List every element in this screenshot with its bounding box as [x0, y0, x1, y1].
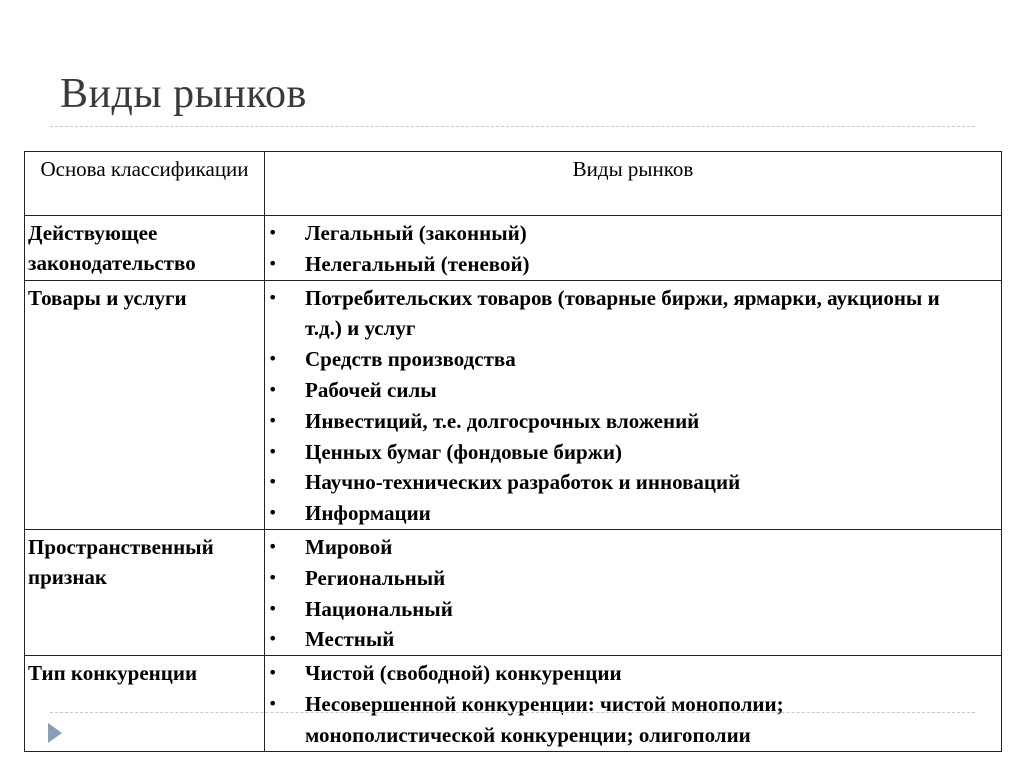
title-divider — [50, 126, 975, 127]
list-item — [265, 218, 1001, 249]
market-type-label: Региональный — [305, 565, 446, 590]
bullet-icon: • — [268, 567, 278, 587]
market-types-cell — [265, 216, 1002, 281]
table-row — [25, 656, 1002, 751]
slide-title: Виды рынков — [60, 71, 307, 117]
bullet-icon: • — [268, 379, 278, 399]
market-type-label: Средств производства — [305, 347, 516, 372]
market-type-label: Чистой (свободной) конкуренции — [305, 661, 622, 686]
table-header-row — [25, 152, 1002, 216]
market-type-label: Инвестиций, т.е. долгосрочных вложений — [305, 408, 700, 433]
table-body — [25, 216, 1002, 752]
market-types-list — [265, 656, 1001, 750]
list-item — [265, 594, 1001, 625]
market-types-list — [265, 216, 1001, 280]
market-type-label: Нелегальный (теневой) — [305, 251, 530, 276]
list-item — [265, 249, 1001, 280]
header-basis: Основа классификации — [25, 152, 265, 216]
table-row — [25, 216, 1002, 281]
bullet-icon: • — [268, 663, 278, 683]
bullet-icon: • — [268, 253, 278, 273]
bullet-icon: • — [268, 349, 278, 369]
market-types-cell — [265, 529, 1002, 655]
triangle-right-icon[interactable] — [48, 723, 62, 743]
table-frame — [24, 151, 1002, 767]
market-types-cell — [265, 280, 1002, 529]
list-item — [265, 344, 1001, 375]
market-type-label: Информации — [305, 501, 431, 526]
market-type-label: Потребительских товаров (товарные биржи, ярмарки, аукционы и т.д.) и услуг — [305, 285, 940, 341]
bullet-icon: • — [268, 536, 278, 556]
list-item — [265, 437, 1001, 468]
bullet-icon: • — [268, 472, 278, 492]
market-types-list — [265, 281, 1001, 529]
bullet-icon: • — [268, 629, 278, 649]
list-item — [265, 563, 1001, 594]
market-type-label: Местный — [305, 627, 395, 652]
list-item — [265, 658, 1001, 689]
list-item — [265, 375, 1001, 406]
classification-basis: Тип конкуренции — [25, 656, 265, 751]
market-type-label: Несовершенной конкуренции: чистой монополии; монополистической конкуренции; олигополии — [305, 691, 784, 747]
list-item — [265, 406, 1001, 437]
list-item — [265, 532, 1001, 563]
market-type-label: Рабочей силы — [305, 377, 437, 402]
market-type-label: Мировой — [305, 534, 393, 559]
bullet-icon: • — [268, 287, 278, 307]
list-item — [265, 283, 1001, 345]
list-item — [265, 689, 1001, 751]
bullet-icon: • — [268, 693, 278, 713]
market-type-label: Легальный (законный) — [305, 221, 527, 245]
bullet-icon: • — [268, 441, 278, 461]
bullet-icon: • — [268, 503, 278, 523]
market-type-label: Научно-технических разработок и инноваций — [305, 470, 741, 495]
list-item — [265, 498, 1001, 529]
header-types: Виды рынков — [265, 152, 1002, 216]
classification-basis: Товары и услуги — [25, 280, 265, 529]
market-type-label: Ценных бумаг (фондовые биржи) — [305, 439, 622, 464]
list-item — [265, 624, 1001, 655]
footer-divider — [50, 712, 975, 713]
bullet-icon: • — [268, 598, 278, 618]
market-types-cell — [265, 656, 1002, 751]
table-row — [25, 280, 1002, 529]
list-item — [265, 467, 1001, 498]
bullet-icon: • — [268, 223, 278, 242]
table-row — [25, 529, 1002, 655]
market-type-label: Национальный — [305, 596, 453, 621]
market-types-list — [265, 530, 1001, 655]
bullet-icon: • — [268, 410, 278, 430]
classification-basis: Действующее законодательство — [25, 216, 265, 281]
market-types-table — [24, 151, 1002, 752]
classification-basis: Пространственный признак — [25, 529, 265, 655]
